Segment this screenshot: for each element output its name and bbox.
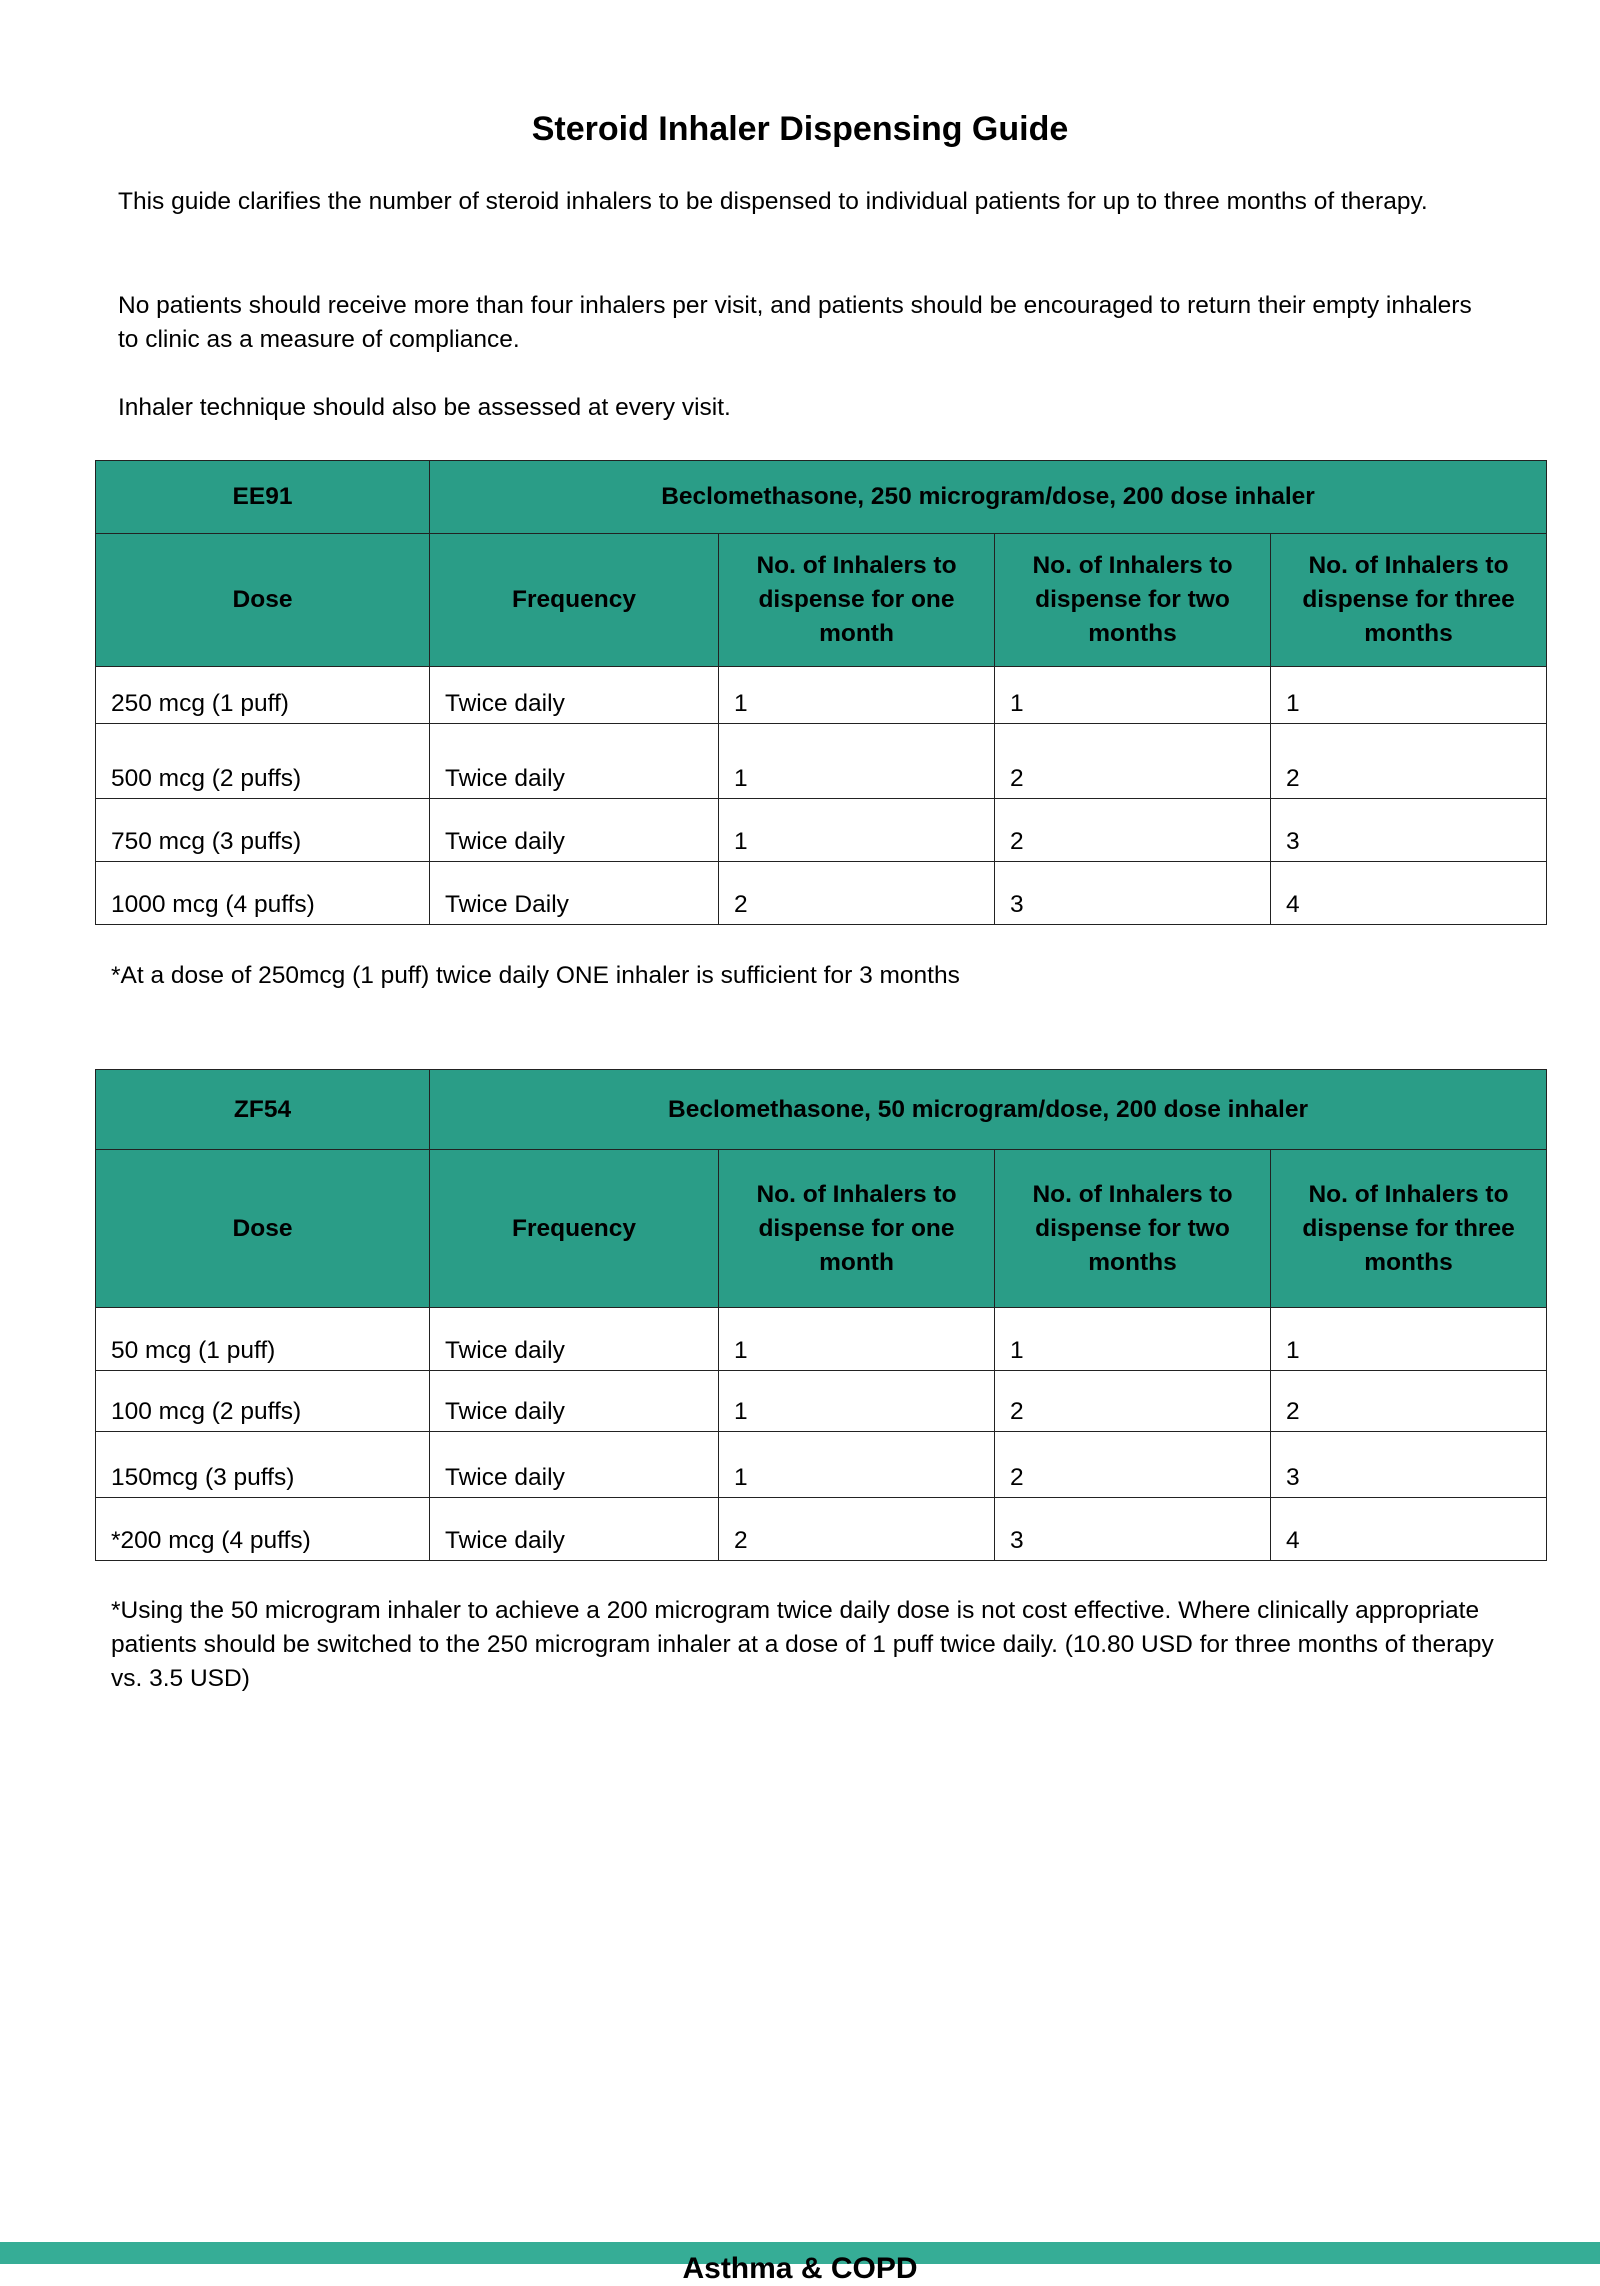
table-cell: 3 <box>995 1498 1271 1561</box>
column-header: Dose <box>96 534 430 667</box>
table-cell: 500 mcg (2 puffs) <box>96 724 430 799</box>
table-cell: 2 <box>995 724 1271 799</box>
table-cell: Twice daily <box>430 724 719 799</box>
table-cell: 2 <box>995 799 1271 862</box>
table-note: *Using the 50 microgram inhaler to achieve a 200 microgram twice daily dose is not cost effective. Where clinically appropriate patients should be switched to the 250 microgram inhaler at a dose of 1 puff twice daily. (10.80 USD for three months of therapy vs. 3.5 USD) <box>111 1597 1494 1692</box>
product-name: Beclomethasone, 50 microgram/dose, 200 dose inhaler <box>430 1070 1547 1150</box>
table-cell: 1 <box>719 667 995 724</box>
table-cell: 2 <box>995 1432 1271 1498</box>
column-header: No. of Inhalers to dispense for three months <box>1271 1150 1547 1308</box>
table-row <box>96 1432 1547 1498</box>
table-cell: Twice daily <box>430 1498 719 1561</box>
column-header: No. of Inhalers to dispense for two months <box>995 534 1271 667</box>
table-cell: 2 <box>719 1498 995 1561</box>
table-cell: 2 <box>1271 724 1547 799</box>
column-header: No. of Inhalers to dispense for three months <box>1271 534 1547 667</box>
table-cell: 1 <box>995 667 1271 724</box>
column-header: No. of Inhalers to dispense for one month <box>719 534 995 667</box>
table-cell: 3 <box>1271 799 1547 862</box>
table-cell: Twice daily <box>430 1432 719 1498</box>
table-cell: *200 mcg (4 puffs) <box>96 1498 430 1561</box>
table-cell: 1 <box>719 724 995 799</box>
page-title: Steroid Inhaler Dispensing Guide <box>531 110 1069 148</box>
table-row <box>96 1498 1547 1561</box>
table-cell: Twice Daily <box>430 862 719 925</box>
table-cell: 4 <box>1271 862 1547 925</box>
table-header-row <box>96 534 1547 667</box>
column-header: Frequency <box>430 534 719 667</box>
table-cell: 250 mcg (1 puff) <box>96 667 430 724</box>
footer-text: Asthma & COPD <box>682 2252 918 2285</box>
table-cell: Twice daily <box>430 799 719 862</box>
table-cell: Twice daily <box>430 1308 719 1371</box>
table-cell: 1000 mcg (4 puffs) <box>96 862 430 925</box>
column-header: No. of Inhalers to dispense for one month <box>719 1150 995 1308</box>
dispensing-table <box>95 460 1547 925</box>
table-title-row <box>96 1070 1547 1150</box>
footer-bar <box>0 2242 1600 2285</box>
table-cell: 4 <box>1271 1498 1547 1561</box>
intro-paragraph: No patients should receive more than four inhalers per visit, and patients should be encouraged to return their empty inhalers to clinic as a measure of compliance. <box>118 292 1472 353</box>
table-cell: 2 <box>719 862 995 925</box>
table-row <box>96 724 1547 799</box>
table-cell: 1 <box>719 1371 995 1432</box>
table-row <box>96 799 1547 862</box>
intro-paragraph: Inhaler technique should also be assessed at every visit. <box>118 394 731 421</box>
table-cell: 1 <box>719 799 995 862</box>
table-row <box>96 862 1547 925</box>
intro-paragraph: This guide clarifies the number of steroid inhalers to be dispensed to individual patients for up to three months of therapy. <box>118 188 1428 215</box>
table-cell: 1 <box>995 1308 1271 1371</box>
product-code: EE91 <box>96 461 430 534</box>
column-header: No. of Inhalers to dispense for two months <box>995 1150 1271 1308</box>
table-cell: 1 <box>1271 667 1547 724</box>
table-cell: 2 <box>995 1371 1271 1432</box>
table-cell: 1 <box>1271 1308 1547 1371</box>
table-cell: 2 <box>1271 1371 1547 1432</box>
dispensing-table <box>95 1069 1547 1561</box>
product-name: Beclomethasone, 250 microgram/dose, 200 dose inhaler <box>430 461 1547 534</box>
table-cell: 1 <box>719 1432 995 1498</box>
column-header: Frequency <box>430 1150 719 1308</box>
table-cell: 3 <box>995 862 1271 925</box>
product-code: ZF54 <box>96 1070 430 1150</box>
table-row <box>96 1371 1547 1432</box>
table-title-row <box>96 461 1547 534</box>
table-row <box>96 1308 1547 1371</box>
table-cell: Twice daily <box>430 1371 719 1432</box>
table-row <box>96 667 1547 724</box>
table-cell: Twice daily <box>430 667 719 724</box>
table-note: *At a dose of 250mcg (1 puff) twice daily ONE inhaler is sufficient for 3 months <box>111 962 960 989</box>
table-cell: 150mcg (3 puffs) <box>96 1432 430 1498</box>
table-cell: 100 mcg (2 puffs) <box>96 1371 430 1432</box>
table-header-row <box>96 1150 1547 1308</box>
table-cell: 50 mcg (1 puff) <box>96 1308 430 1371</box>
table-cell: 3 <box>1271 1432 1547 1498</box>
table-cell: 750 mcg (3 puffs) <box>96 799 430 862</box>
table-cell: 1 <box>719 1308 995 1371</box>
column-header: Dose <box>96 1150 430 1308</box>
